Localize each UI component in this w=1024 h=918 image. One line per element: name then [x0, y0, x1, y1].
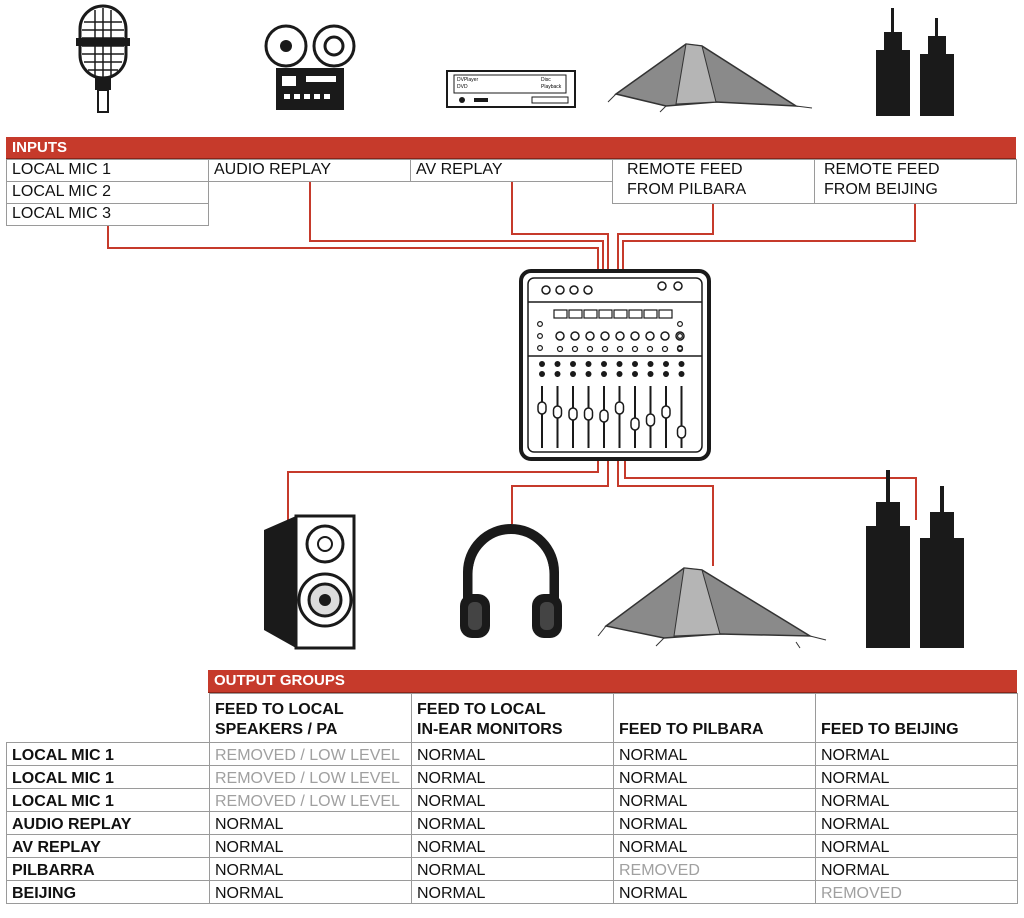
mixer-button: [617, 371, 623, 377]
row-label: LOCAL MIC 1: [7, 766, 210, 789]
table-cell: NORMAL: [210, 858, 412, 881]
mixer-display-cell: [644, 310, 657, 318]
dvd-display-right2: Playback: [541, 84, 562, 90]
mixer-button: [570, 361, 576, 367]
mixer-button: [586, 371, 592, 377]
mixer-button: [648, 361, 654, 367]
header-feed-beijing: FEED TO BEIJING: [816, 694, 1018, 743]
table-row: [7, 789, 1018, 812]
dvd-player-icon: [446, 70, 576, 110]
wire-out-pilbara: [618, 458, 713, 566]
reel-to-reel-tape-icon: [262, 24, 358, 112]
mixer-button: [632, 371, 638, 377]
city-towers-icon: [874, 6, 958, 116]
table-cell: REMOVED: [816, 881, 1018, 904]
wire-pilbara: [618, 203, 713, 272]
table-cell: NORMAL: [412, 858, 614, 881]
table-row: [7, 766, 1018, 789]
wire-out-headphones: [512, 458, 608, 524]
city-towers-icon: [862, 468, 968, 650]
table-cell: REMOVED / LOW LEVEL: [210, 766, 412, 789]
table-cell: NORMAL: [412, 881, 614, 904]
table-cell: NORMAL: [614, 789, 816, 812]
mixer-fader-knob: [538, 402, 546, 414]
mixer-display-cell: [569, 310, 582, 318]
header-in-ear-monitors: FEED TO LOCAL IN-EAR MONITORS: [412, 694, 614, 743]
input-local-mic-2: LOCAL MIC 2: [6, 181, 209, 204]
mixer-fader-knob: [678, 426, 686, 438]
wire-beijing: [623, 203, 915, 272]
table-cell: NORMAL: [816, 812, 1018, 835]
table-cell: NORMAL: [412, 743, 614, 766]
mixer-display-cell: [629, 310, 642, 318]
wire-av-replay: [512, 181, 608, 272]
dvd-display-right1: Disc: [541, 77, 551, 83]
mixer-button: [632, 361, 638, 367]
table-row: [7, 881, 1018, 904]
input-remote-feed-beijing: [814, 159, 1017, 204]
mixer-button: [679, 361, 685, 367]
row-label: BEIJING: [7, 881, 210, 904]
mixer-button: [601, 371, 607, 377]
mixer-button: [570, 371, 576, 377]
table-cell: NORMAL: [412, 812, 614, 835]
output-groups-table: [6, 693, 1018, 904]
input-local-mic-3: LOCAL MIC 3: [6, 203, 209, 226]
table-cell: REMOVED / LOW LEVEL: [210, 789, 412, 812]
wire-audio-replay: [310, 181, 603, 272]
table-cell: NORMAL: [210, 812, 412, 835]
table-cell: REMOVED / LOW LEVEL: [210, 743, 412, 766]
wire-out-speakers: [288, 458, 598, 520]
mixer-button: [648, 371, 654, 377]
mixer-fader-knob: [616, 402, 624, 414]
table-cell: NORMAL: [614, 812, 816, 835]
pilbara-line-2: FROM PILBARA: [627, 181, 747, 198]
pilbara-line-1: REMOTE FEED: [627, 161, 743, 178]
table-row: [7, 835, 1018, 858]
wire-local-mics: [108, 225, 598, 272]
table-cell: NORMAL: [614, 743, 816, 766]
tent-icon: [596, 562, 828, 650]
mixer-button: [663, 361, 669, 367]
mixer-display-cell: [659, 310, 672, 318]
table-cell: NORMAL: [412, 766, 614, 789]
table-cell: NORMAL: [412, 835, 614, 858]
tent-icon: [606, 36, 816, 114]
table-cell: NORMAL: [816, 789, 1018, 812]
row-label: AUDIO REPLAY: [7, 812, 210, 835]
mixer-button: [617, 361, 623, 367]
mixer-display-cell: [584, 310, 597, 318]
table-row: [7, 858, 1018, 881]
table-row: [7, 743, 1018, 766]
audio-mixer-icon: [518, 268, 712, 462]
table-cell: REMOVED: [614, 858, 816, 881]
microphone-icon: [70, 4, 136, 116]
table-cell: NORMAL: [816, 743, 1018, 766]
table-cell: NORMAL: [816, 766, 1018, 789]
output-groups-body: [7, 743, 1018, 904]
table-cell: NORMAL: [412, 789, 614, 812]
table-cell: NORMAL: [816, 858, 1018, 881]
table-cell: NORMAL: [210, 835, 412, 858]
mixer-fader-knob: [569, 408, 577, 420]
input-remote-feed-pilbara: [612, 159, 815, 204]
mixer-fader-knob: [662, 406, 670, 418]
mixer-fader-knob: [631, 418, 639, 430]
input-local-mic-1: LOCAL MIC 1: [6, 159, 209, 182]
input-av-replay: AV REPLAY: [410, 159, 613, 182]
mixer-button: [555, 361, 561, 367]
table-cell: NORMAL: [614, 766, 816, 789]
inputs-header: INPUTS: [6, 137, 1016, 159]
mixer-button: [539, 371, 545, 377]
table-cell: NORMAL: [614, 835, 816, 858]
header-local-speakers: FEED TO LOCAL SPEAKERS / PA: [210, 694, 412, 743]
mixer-button: [555, 371, 561, 377]
headphones-icon: [456, 520, 566, 642]
dvd-display-line1: DVPlayer: [457, 77, 479, 83]
dvd-display-line2: DVD: [457, 84, 468, 90]
mixer-display-cell: [614, 310, 627, 318]
output-groups-header: OUTPUT GROUPS: [208, 670, 1017, 693]
input-audio-replay: AUDIO REPLAY: [208, 159, 411, 182]
table-cell: NORMAL: [614, 881, 816, 904]
mixer-fader-knob: [585, 408, 593, 420]
speaker-monitor-icon: [262, 514, 356, 650]
beijing-line-2: FROM BEIJING: [824, 181, 938, 198]
mixer-button: [663, 371, 669, 377]
mixer-fader-knob: [554, 406, 562, 418]
mixer-fader-knob: [600, 410, 608, 422]
table-row: [7, 812, 1018, 835]
mixer-button: [679, 371, 685, 377]
mixer-fader-knob: [647, 414, 655, 426]
header-feed-pilbara: FEED TO PILBARA: [614, 694, 816, 743]
mixer-button: [601, 361, 607, 367]
row-label: AV REPLAY: [7, 835, 210, 858]
row-label: PILBARRA: [7, 858, 210, 881]
table-cell: NORMAL: [816, 835, 1018, 858]
row-label: LOCAL MIC 1: [7, 743, 210, 766]
mixer-display-cell: [554, 310, 567, 318]
row-label: LOCAL MIC 1: [7, 789, 210, 812]
mixer-button: [539, 361, 545, 367]
mixer-button: [586, 361, 592, 367]
table-cell: NORMAL: [210, 881, 412, 904]
mixer-display-cell: [599, 310, 612, 318]
beijing-line-1: REMOTE FEED: [824, 161, 940, 178]
